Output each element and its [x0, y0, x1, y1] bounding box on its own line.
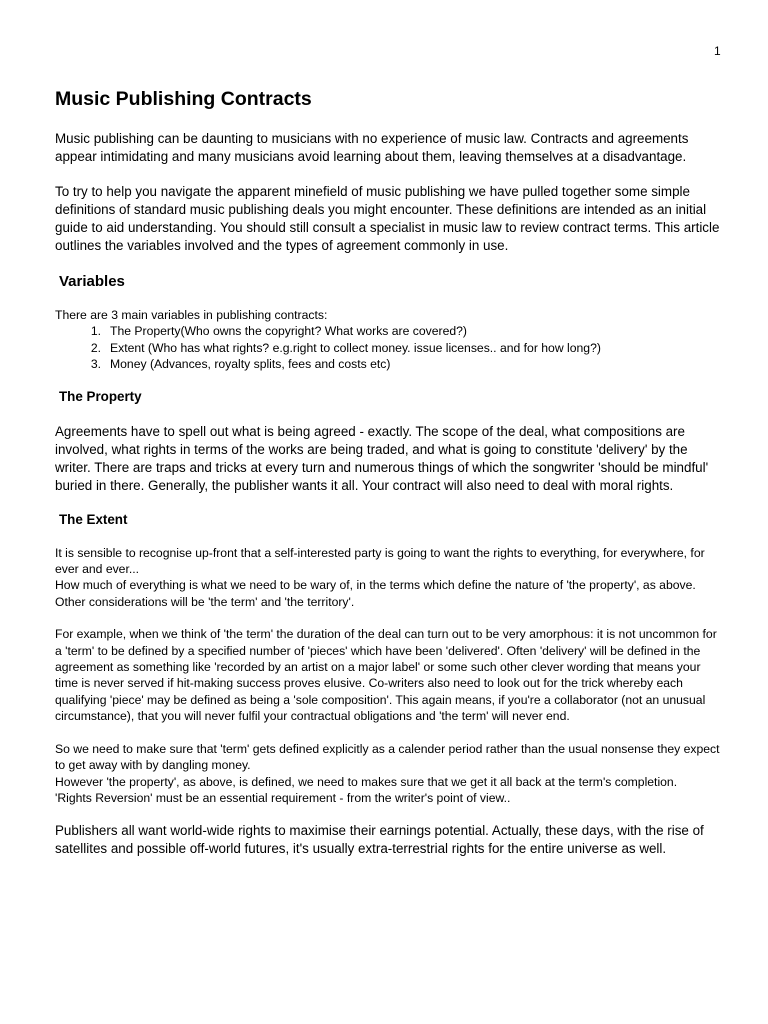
list-item-number: 1.	[90, 324, 101, 339]
variables-heading: Variables	[59, 273, 125, 290]
extent-paragraph-2: For example, when we think of 'the term' the duration of the deal can turn out to be very amorphous: it is not uncommon for a 'term' to be defined by a specified number of 'pieces' which have been 'delivered'. Often 'delivery' will be defined in the agreement as something like 'recorded by an artist on a major label' or some such other clever wording that means your time is never served if hit-making success proves elusive. Co-writers also need to look out for the trick whereby each qualifying 'piece' may be defined as being a 'sole composition'. This again means, if you're a collaborator (not an unusual circumstance), that you will never fulfil your contractual obligations and 'the term' will never end.	[55, 627, 717, 724]
property-paragraph: Agreements have to spell out what is being agreed - exactly. The scope of the deal, what compositions are involved, what rights in terms of the works are being traded, and what is going to constitute 'delivery' by the writer. There are traps and tricks at every turn and numerous things of which the songwriter 'should be mindful' buried in there. Generally, the publisher wants it all. Your contract will also need to deal with moral rights.	[55, 423, 709, 493]
intro-paragraph-1: Music publishing can be daunting to musicians with no experience of music law. Contracts and agreements appear intimidating and many musicians avoid learning about them, leaving themselves at a disadvantage.	[55, 131, 689, 164]
extent-paragraph-4: Publishers all want world-wide rights to maximise their earnings potential. Actually, these days, with the rise of satellites and possible off-world futures, it's usually extra-terrestrial rights for the entire universe as well.	[55, 823, 704, 857]
document-title: Music Publishing Contracts	[55, 88, 312, 110]
variables-lead: There are 3 main variables in publishing contracts:	[55, 308, 328, 322]
extent-paragraph-3a: So we need to make sure that 'term' gets defined explicitly as a calender period rather than the usual nonsense they expect to get away with by dangling money.	[55, 741, 720, 773]
list-item-text: Extent (Who has what rights? e.g.right to collect money. issue licenses.. and for how long?)	[110, 340, 601, 355]
list-item-text: The Property(Who owns the copyright? What works are covered?)	[110, 324, 467, 339]
list-item	[55, 340, 723, 356]
list-item-number: 2.	[90, 340, 101, 355]
intro-paragraph-2: To try to help you navigate the apparent minefield of music publishing we have pulled together some simple definitions of standard music publishing deals you might encounter. These definitions are intended as an initial guide to aid understanding. You should still consult a specialist in music law to review contract terms. This article outlines the variables involved and the types of agreement commonly in use.	[55, 184, 720, 253]
document-body	[55, 86, 723, 858]
list-item	[55, 356, 723, 372]
extent-heading: The Extent	[59, 511, 128, 527]
extent-paragraph-3b: However 'the property', as above, is defined, we need to makes sure that we get it all back at the term's completion.	[55, 774, 678, 789]
extent-paragraph-1a: It is sensible to recognise up-front that a self-interested party is going to want the rights to everything, for everywhere, for ever and ever...	[55, 545, 705, 577]
variables-list	[55, 323, 723, 372]
property-heading: The Property	[59, 388, 142, 404]
extent-paragraph-1b: How much of everything is what we need to be wary of, in the terms which define the nature of 'the property', as above. Other considerations will be 'the term' and 'the territory'.	[55, 578, 696, 609]
list-item-number: 3.	[90, 357, 101, 372]
list-item	[55, 323, 723, 339]
list-item-text: Money (Advances, royalty splits, fees and costs etc)	[110, 357, 391, 372]
page-number: 1	[714, 44, 721, 58]
extent-paragraph-3c: 'Rights Reversion' must be an essential requirement - from the writer's point of view..	[55, 790, 511, 805]
